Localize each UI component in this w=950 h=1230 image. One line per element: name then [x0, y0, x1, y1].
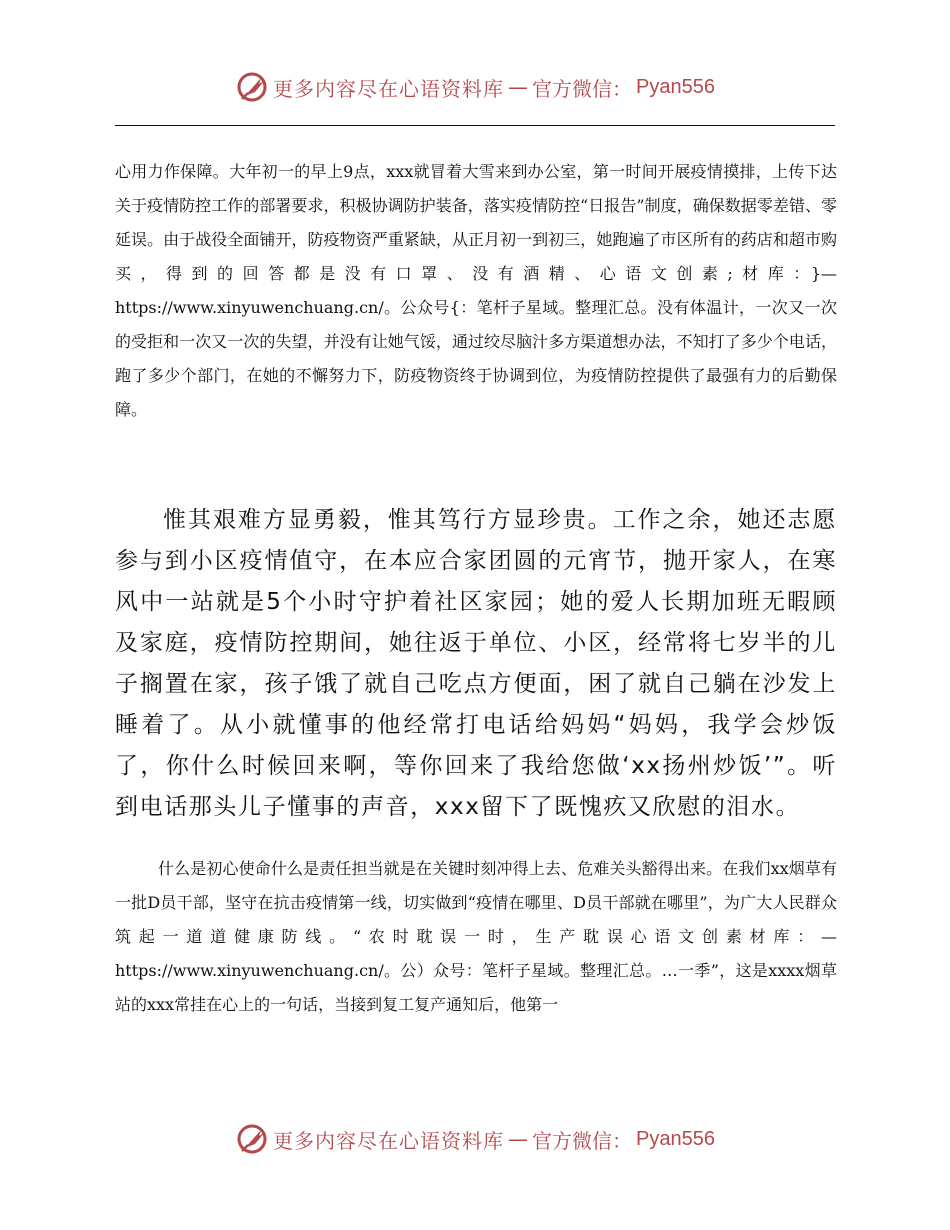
footer-separator: —: [508, 1127, 529, 1151]
footer-brand-text: 更多内容尽在心语资料库: [273, 1128, 505, 1153]
footer-wechat-id: Pyan556: [636, 1127, 715, 1150]
header-brand-text: 更多内容尽在心语资料库: [273, 76, 505, 101]
page-footer: [0, 1122, 950, 1156]
page-header: [0, 70, 950, 104]
body-paragraph-3: 什么是初心使命什么是责任担当就是在关键时刻冲得上去、危难关头豁得出来。在我们xx烟草有一批D员干部，坚守在抗击疫情第一线，切实做到“疫情在哪里、D员干部就在哪里”，为广大人民群众筑起一道道健康防线。“农时耽误一时，生产耽误心语文创素材库：—https://www.xinyuwenchuang.cn/。公）众号：笔杆子星域。整理汇总。…一季”，这是xxxx烟草站的xxx常挂在心上的一句话，当接到复工复产通知后，他第一: [115, 859, 837, 1014]
header-separator: —: [508, 75, 529, 99]
body-paragraph-2: 惟其艰难方显勇毅，惟其笃行方显珍贵。工作之余，她还志愿参与到小区疫情值守，在本应合家团圆的元宵节，抛开家人，在寒风中一站就是5个小时守护着社区家园；她的爱人长期加班无暇顾及家庭，疫情防控期间，她往返于单位、小区，经常将七岁半的儿子搁置在家，孩子饿了就自己吃点方便面，困了就自己躺在沙发上睡着了。从小就懂事的他经常打电话给妈妈“妈妈，我学会炒饭了，你什么时候回来啊，等你回来了我给您做‘xx扬州炒饭’”。听到电话那头儿子懂事的声音，xxx留下了既愧疚又欣慰的泪水。: [115, 507, 837, 820]
footer-wechat-label: 官方微信：: [532, 1128, 633, 1153]
footer-brand: [235, 1122, 715, 1156]
header-wechat-label: 官方微信：: [532, 76, 633, 101]
quill-logo-icon: [235, 70, 269, 104]
header-divider: [115, 125, 835, 126]
header-wechat-id: Pyan556: [636, 75, 715, 98]
body-paragraph-1: 心用力作保障。大年初一的早上9点，xxx就冒着大雪来到办公室，第一时间开展疫情摸排，上传下达关于疫情防控工作的部署要求，积极协调防护装备，落实疫情防控“日报告”制度，确保数据零差错、零延误。由于战役全面铺开，防疫物资严重紧缺，从正月初一到初三，她跑遍了市区所有的药店和超市购买，得到的回答都是没有口罩、没有酒精、心语文创素;材库：}—https://www.xinyuwenchuang.cn/。公众号{：笔杆子星域。整理汇总。没有体温计，一次又一次的受拒和一次又一次的失望，并没有让她气馁，通过绞尽脑汁多方渠道想办法，不知打了多少个电话，跑了多少个部门，在她的不懈努力下，防疫物资终于协调到位，为疫情防控提供了最强有力的后勤保障。: [115, 162, 837, 419]
header-brand: [235, 70, 715, 104]
quill-logo-icon: [235, 1122, 269, 1156]
